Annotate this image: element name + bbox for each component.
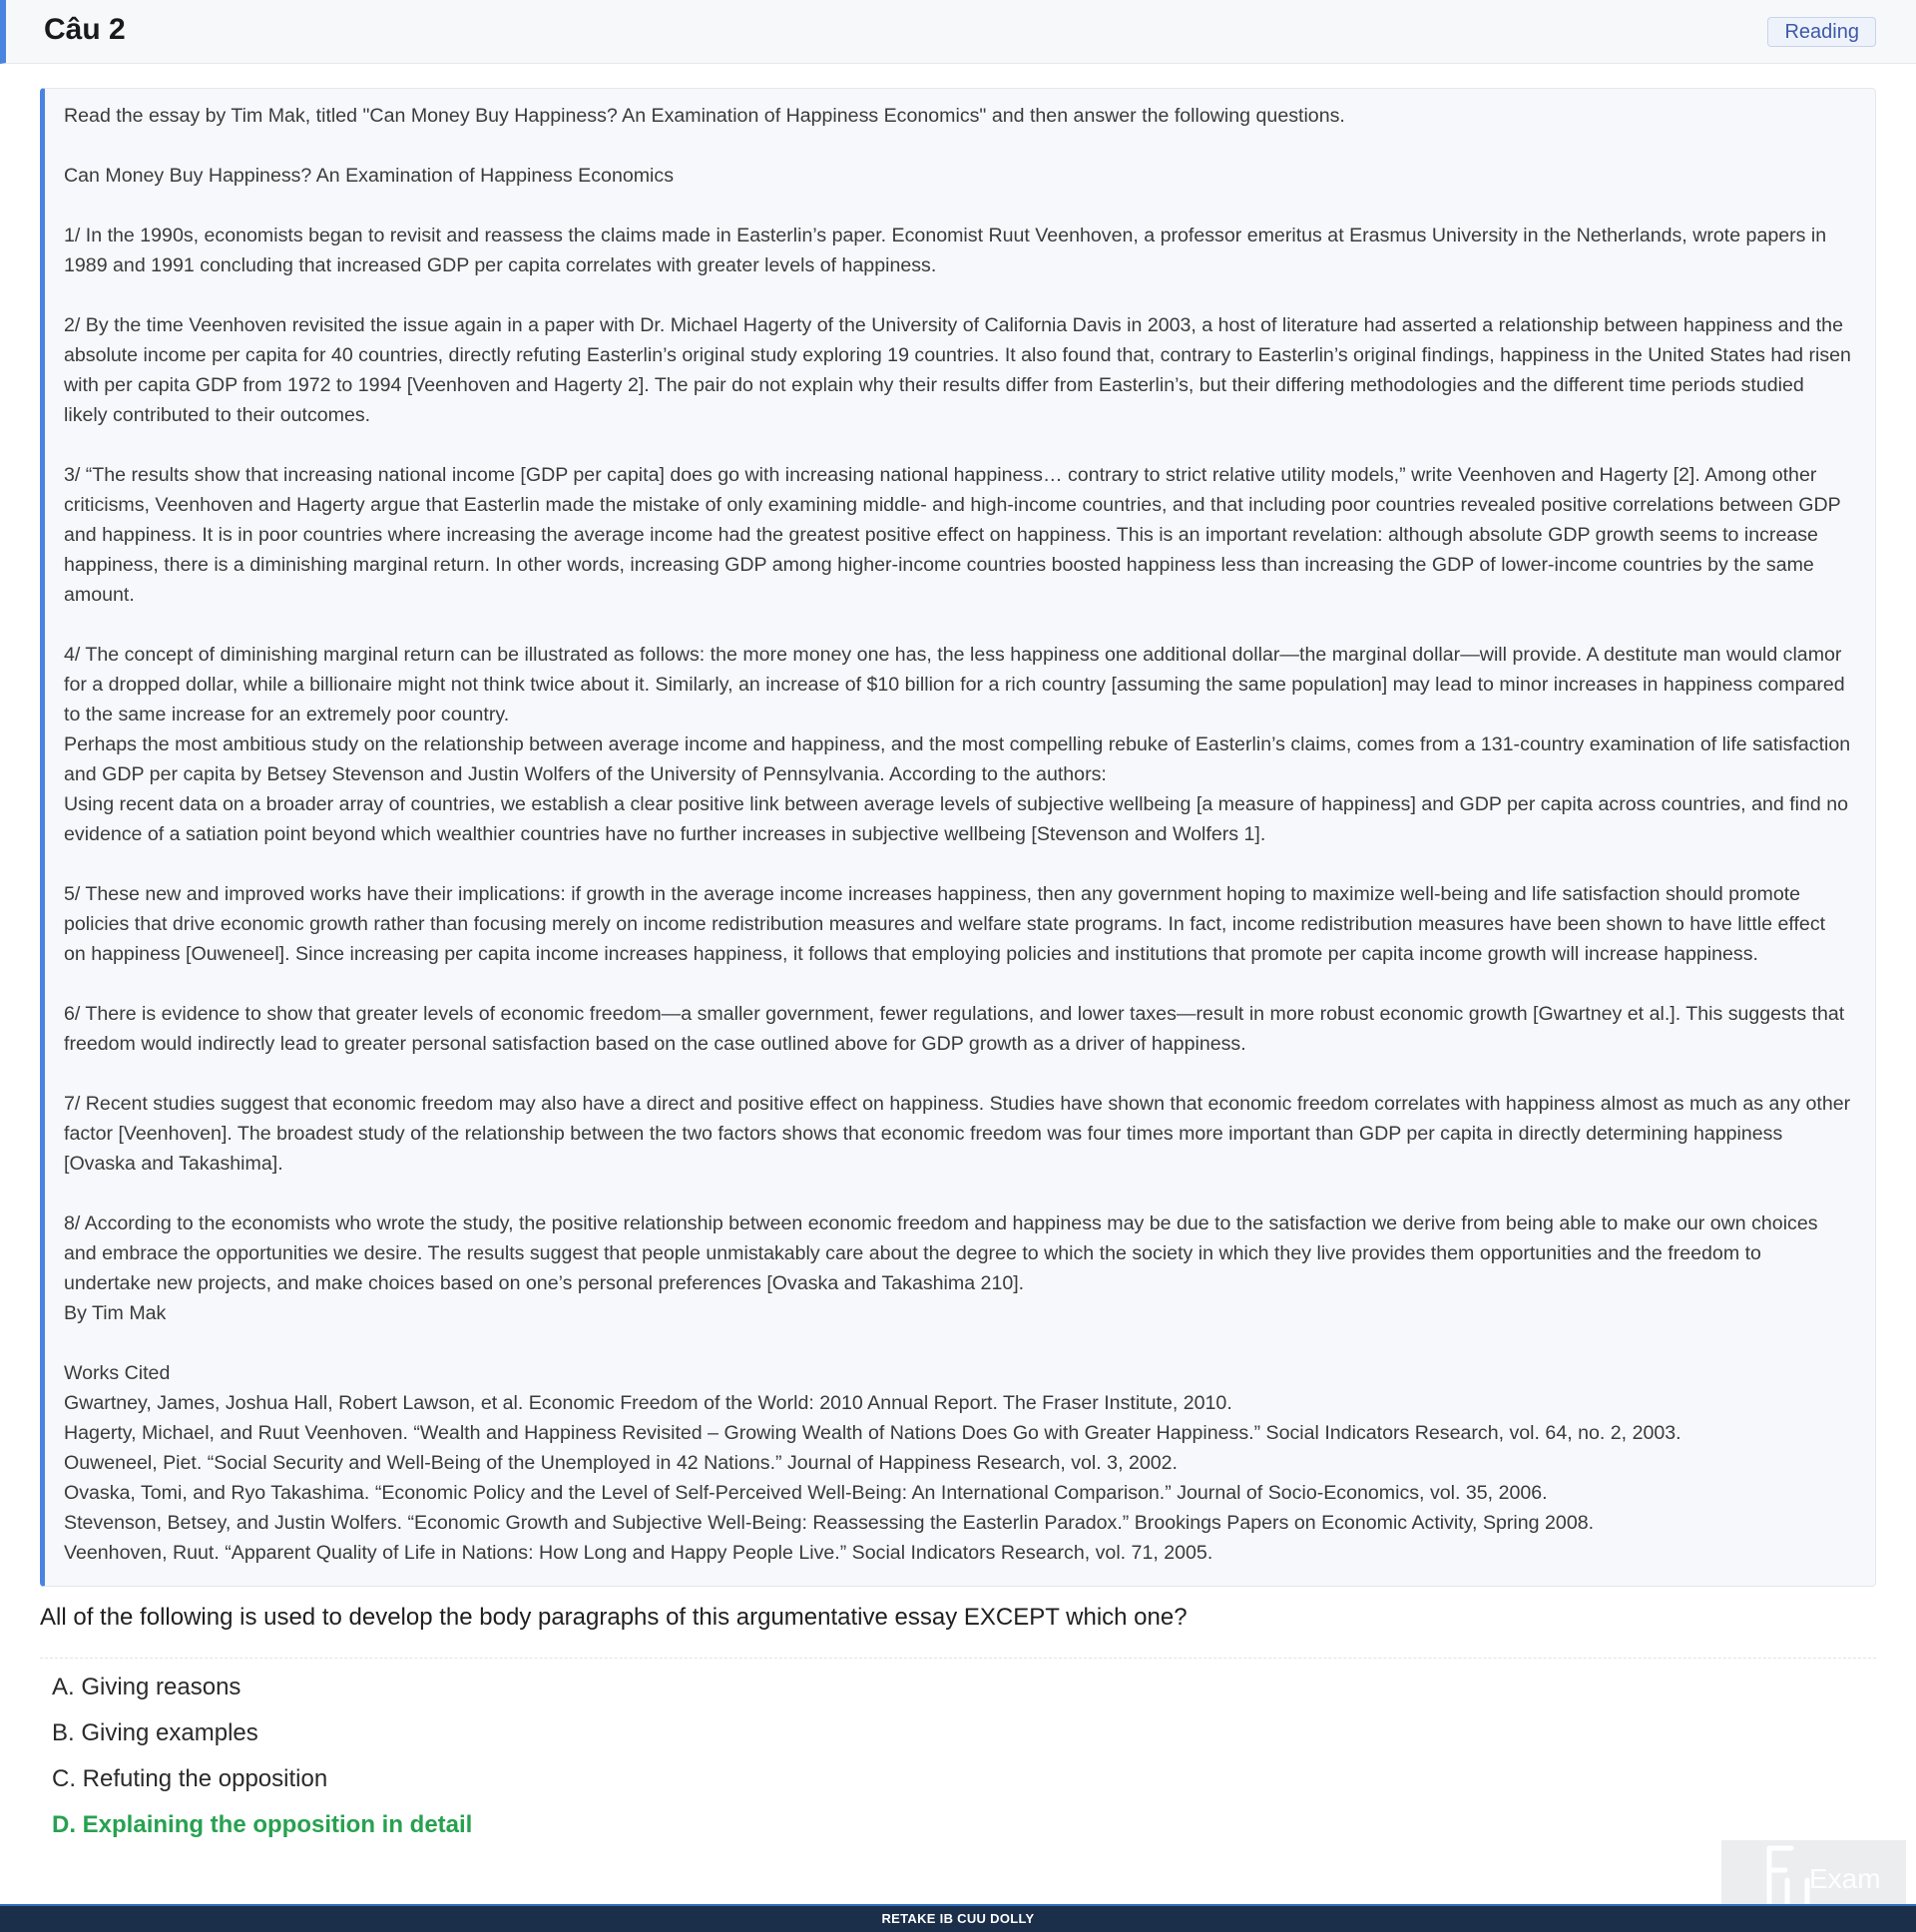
paragraph-gap — [64, 1179, 1851, 1208]
passage-paragraph: Can Money Buy Happiness? An Examination of Happiness Economics — [64, 165, 675, 187]
passage-paragraph: Read the essay by Tim Mak, titled "Can Money Buy Happiness? An Examination of Happiness Economics" and then answer the following questions. — [64, 105, 1345, 127]
passage-paragraph: Gwartney, James, Joshua Hall, Robert Lawson, et al. Economic Freedom of the World: 2010 Annual Report. The Fraser Institute, 2010. — [64, 1392, 1232, 1414]
option-c[interactable]: C. Refuting the opposition — [52, 1765, 328, 1792]
footer-banner: RETAKE IB CUU DOLLY — [0, 1904, 1916, 1932]
passage-paragraph: 4/ The concept of diminishing marginal return can be illustrated as follows: the more money one has, the less happiness one additional dollar—the marginal dollar—will provide. A destitute man would clamor for a dropped dollar, while a billionaire might not think twice about it. Similarly, an increase of $10 billion for a rich country [assuming the same population] may lead to minor increases in happiness compared to the same increase for an extremely poor country. — [64, 644, 1845, 725]
question-header — [0, 0, 1916, 64]
paragraph-gap — [64, 849, 1851, 879]
paragraph-gap — [64, 1059, 1851, 1089]
option-b[interactable]: B. Giving examples — [52, 1719, 258, 1746]
divider — [40, 1658, 1876, 1659]
paragraph-gap — [64, 430, 1851, 460]
passage-paragraph: 3/ “The results show that increasing national income [GDP per capita] does go with increasing national happiness… contrary to strict relative utility models,” write Veenhoven and Hagerty [2]. Among other criticisms, Veenhoven and Hagerty argue that Easterlin made the mistake of only examining middle- and high-income countries, and that including poor countries revealed positive correlations between GDP and happiness. It is in poor countries where increasing the average income had the greatest positive effect on happiness. This is an important revelation: although absolute GDP growth seems to increase happiness, there is a diminishing marginal return. In other words, increasing GDP among higher-income countries boosted happiness less than increasing the GDP of lower-income countries by the same amount. — [64, 464, 1841, 606]
question-title: Câu 2 — [44, 13, 126, 46]
passage-paragraph: Stevenson, Betsey, and Justin Wolfers. “Economic Growth and Subjective Well-Being: Reassessing the Easterlin Paradox.” Brookings Papers on Economic Activity, Spring 2008. — [64, 1512, 1595, 1534]
paragraph-gap — [64, 610, 1851, 640]
passage-paragraph: Ouweneel, Piet. “Social Security and Well-Being of the Unemployed in 42 Nations.” Journal of Happiness Research, vol. 3, 2002. — [64, 1452, 1178, 1474]
option-d[interactable]: D. Explaining the opposition in detail — [52, 1811, 473, 1838]
passage-paragraph: Perhaps the most ambitious study on the relationship between average income and happiness, and the most compelling rebuke of Easterlin’s claims, comes from a 131-country examination of life satisfaction and GDP per capita by Betsey Stevenson and Justin Wolfers of the University of Pennsylvania. According to the authors: — [64, 733, 1851, 785]
passage-paragraph: Using recent data on a broader array of countries, we establish a clear positive link between average levels of subjective wellbeing [a measure of happiness] and GDP per capita across countries, and find no evidence of a satiation point beyond which wealthier countries have no further increases in subjective wellbeing [Stevenson and Wolfers 1]. — [64, 793, 1849, 845]
reading-passage — [40, 88, 1876, 1587]
paragraph-gap — [64, 1328, 1851, 1358]
passage-paragraph: By Tim Mak — [64, 1302, 167, 1324]
paragraph-gap — [64, 969, 1851, 999]
passage-paragraph: 7/ Recent studies suggest that economic freedom may also have a direct and positive effect on happiness. Studies have shown that economic freedom correlates with happiness almost as much as any other factor [Veenhoven]. The broadest study of the relationship between the two factors shows that economic freedom was four times more important than GDP per capita in directly determining happiness [Ovaska and Takashima]. — [64, 1093, 1851, 1175]
question-text: All of the following is used to develop the body paragraphs of this argumentative essay EXCEPT which one? — [40, 1604, 1188, 1631]
paragraph-gap — [64, 280, 1851, 310]
passage-paragraph: 2/ By the time Veenhoven revisited the issue again in a paper with Dr. Michael Hagerty of the University of California Davis in 2003, a host of literature had asserted a relationship between happiness and the absolute income per capita for 40 countries, directly refuting Easterlin’s original study exploring 19 countries. It also found that, contrary to Easterlin’s original findings, happiness in the United States had risen with per capita GDP from 1972 to 1994 [Veenhoven and Hagerty 2]. The pair do not explain why their results differ from Easterlin’s, but their differing methodologies and the different time periods studied likely contributed to their outcomes. — [64, 314, 1851, 426]
passage-paragraph: Works Cited — [64, 1362, 171, 1384]
passage-paragraph: 6/ There is evidence to show that greater levels of economic freedom—a smaller government, fewer regulations, and lower taxes—result in more robust economic growth [Gwartney et al.]. This suggests that freedom would indirectly lead to greater personal satisfaction based on the case outlined above for GDP growth as a driver of happiness. — [64, 1003, 1845, 1055]
watermark-brand: Exam — [1809, 1863, 1881, 1894]
passage-paragraph: Ovaska, Tomi, and Ryo Takashima. “Economic Policy and the Level of Self-Perceived Well-Being: An International Comparison.” Journal of Socio-Economics, vol. 35, 2006. — [64, 1482, 1548, 1504]
passage-paragraph: Veenhoven, Ruut. “Apparent Quality of Life in Nations: How Long and Happy People Live.” Social Indicators Research, vol. 71, 2005. — [64, 1542, 1213, 1564]
paragraph-gap — [64, 191, 1851, 221]
passage-paragraph: Hagerty, Michael, and Ruut Veenhoven. “Wealth and Happiness Revisited – Growing Wealth of Nations Does Go with Greater Happiness.” Social Indicators Research, vol. 64, no. 2, 2003. — [64, 1422, 1681, 1444]
passage-paragraph: 1/ In the 1990s, economists began to revisit and reassess the claims made in Easterlin’s paper. Economist Ruut Veenhoven, a professor emeritus at Erasmus University in the Netherlands, wrote papers in 1989 and 1991 concluding that increased GDP per capita correlates with greater levels of happiness. — [64, 225, 1827, 276]
paragraph-gap — [64, 131, 1851, 161]
skill-tag: Reading — [1767, 17, 1876, 47]
passage-paragraph: 8/ According to the economists who wrote the study, the positive relationship between economic freedom and happiness may be due to the satisfaction we derive from being able to make our own choices and embrace the opportunities we desire. The results suggest that people unmistakably care about the degree to which the society in which they live provides them opportunities and the freedom to undertake new projects, and make choices based on one’s personal preferences [Ovaska and Takashima 210]. — [64, 1212, 1818, 1294]
option-a[interactable]: A. Giving reasons — [52, 1674, 241, 1700]
passage-paragraph: 5/ These new and improved works have their implications: if growth in the average income increases happiness, then any government hoping to maximize well-being and life satisfaction should promote policies that drive economic growth rather than focusing merely on income redistribution measures and welfare state programs. In fact, income redistribution measures have been shown to have little effect on happiness [Ouweneel]. Since increasing per capita income increases happiness, it follows that employing policies and institutions that promote per capita income growth will increase happiness. — [64, 883, 1826, 965]
